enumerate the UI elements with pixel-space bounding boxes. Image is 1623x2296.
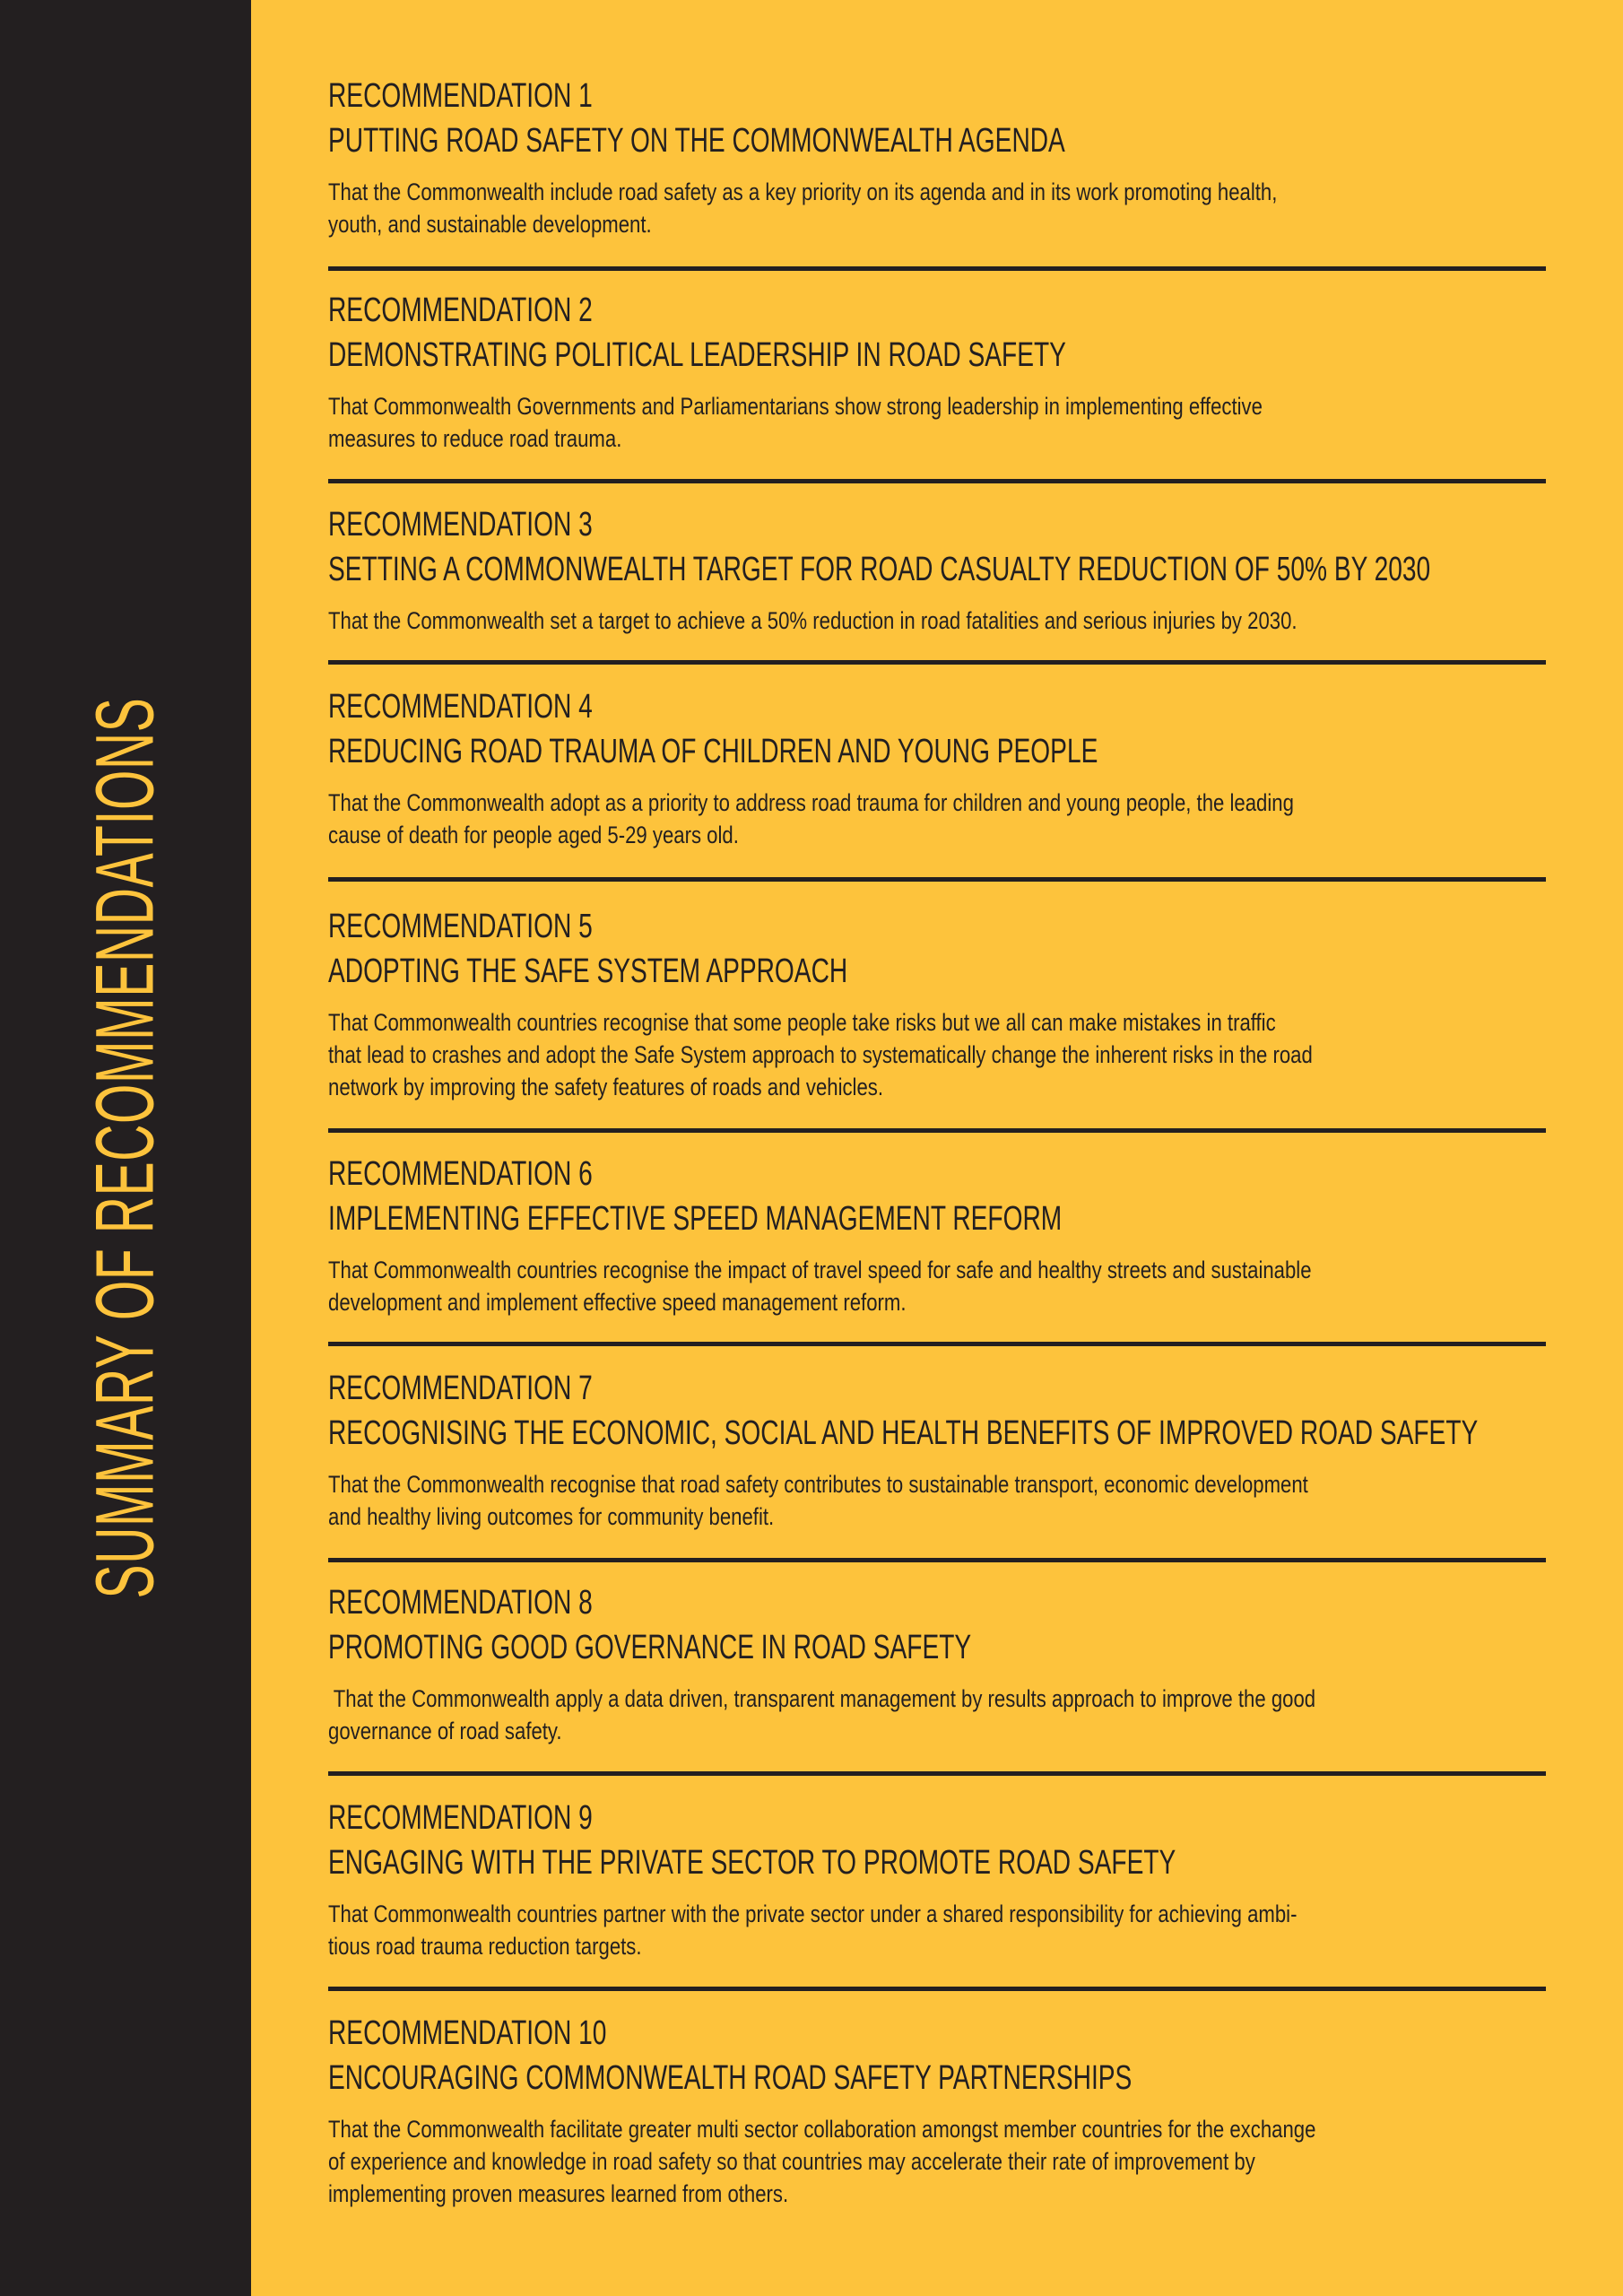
divider: [328, 1342, 1546, 1346]
recommendation-title: ADOPTING THE SAFE SYSTEM APPROACH: [328, 952, 848, 990]
recommendation-body: [328, 1254, 1546, 1318]
recommendation-body: [328, 390, 1546, 455]
divider: [328, 479, 1546, 483]
body-line: measures to reduce road trauma.: [328, 425, 622, 452]
recommendation-number: RECOMMENDATION 7: [328, 1370, 593, 1407]
body-line: That the Commonwealth include road safety as a key priority on its agenda and in its work promoting health,: [328, 178, 1278, 205]
recommendation-body: [328, 787, 1546, 851]
recommendation-body: [328, 1898, 1546, 1962]
body-line: That Commonwealth countries partner with the private sector under a shared responsibility for achieving ambi-: [328, 1900, 1298, 1927]
recommendation-body: [328, 1006, 1546, 1103]
body-line: implementing proven measures learned from others.: [328, 2180, 789, 2207]
recommendation-9: [328, 1796, 1546, 1962]
recommendation-title: PUTTING ROAD SAFETY ON THE COMMONWEALTH AGENDA: [328, 122, 1065, 160]
body-line: That Commonwealth countries recognise the impact of travel speed for safe and healthy streets and sustainable: [328, 1257, 1312, 1283]
body-line: tious road trauma reduction targets.: [328, 1933, 642, 1960]
body-line: That Commonwealth Governments and Parliamentarians show strong leadership in implementing effective: [328, 393, 1263, 420]
sidebar: [0, 0, 251, 2296]
recommendation-number: RECOMMENDATION 8: [328, 1584, 593, 1622]
body-line: and healthy living outcomes for community benefit.: [328, 1503, 775, 1530]
recommendation-title: PROMOTING GOOD GOVERNANCE IN ROAD SAFETY: [328, 1629, 972, 1666]
body-line: That the Commonwealth apply a data driven, transparent management by results approach to improve the good: [328, 1685, 1316, 1712]
recommendation-title: SETTING A COMMONWEALTH TARGET FOR ROAD CASUALTY REDUCTION OF 50% BY 2030: [328, 551, 1431, 588]
recommendation-body: [328, 2113, 1546, 2210]
body-line: That the Commonwealth adopt as a priority to address road trauma for children and young people, the leading: [328, 789, 1294, 816]
recommendation-number: RECOMMENDATION 9: [328, 1799, 593, 1837]
recommendation-8: [328, 1580, 1546, 1747]
recommendation-number: RECOMMENDATION 2: [328, 291, 593, 329]
recommendation-number: RECOMMENDATION 5: [328, 908, 593, 945]
recommendation-number: RECOMMENDATION 4: [328, 688, 593, 726]
recommendation-body: [328, 604, 1546, 637]
body-line: of experience and knowledge in road safety so that countries may accelerate their rate of improvement by: [328, 2148, 1255, 2175]
body-line: development and implement effective speed management reform.: [328, 1289, 907, 1316]
recommendation-title: ENCOURAGING COMMONWEALTH ROAD SAFETY PARTNERSHIPS: [328, 2059, 1133, 2097]
recommendation-2: [328, 288, 1546, 455]
recommendation-body: [328, 1468, 1546, 1533]
divider: [328, 660, 1546, 665]
recommendation-1: [328, 74, 1546, 240]
divider: [328, 266, 1546, 271]
divider: [328, 1771, 1546, 1776]
recommendation-6: [328, 1152, 1546, 1318]
recommendations-list: [328, 0, 1546, 2296]
divider: [328, 1128, 1546, 1133]
body-line: governance of road safety.: [328, 1718, 562, 1744]
body-line: cause of death for people aged 5-29 years old.: [328, 822, 739, 848]
body-line: That the Commonwealth facilitate greater multi sector collaboration amongst member countries for the exchange: [328, 2116, 1316, 2143]
recommendation-number: RECOMMENDATION 3: [328, 506, 593, 544]
recommendation-title: IMPLEMENTING EFFECTIVE SPEED MANAGEMENT REFORM: [328, 1200, 1063, 1238]
recommendation-body: [328, 1683, 1546, 1747]
body-line: That the Commonwealth recognise that road safety contributes to sustainable transport, economic development: [328, 1471, 1308, 1498]
recommendation-7: [328, 1366, 1546, 1533]
divider: [328, 1558, 1546, 1562]
recommendation-number: RECOMMENDATION 6: [328, 1155, 593, 1193]
body-line: That the Commonwealth set a target to achieve a 50% reduction in road fatalities and serious injuries by 2030.: [328, 607, 1298, 634]
recommendation-body: [328, 176, 1546, 240]
recommendation-title: DEMONSTRATING POLITICAL LEADERSHIP IN ROAD SAFETY: [328, 336, 1066, 374]
recommendation-3: [328, 502, 1546, 637]
body-line: network by improving the safety features of roads and vehicles.: [328, 1074, 884, 1100]
sidebar-title: [79, 422, 173, 1875]
recommendation-number: RECOMMENDATION 1: [328, 77, 593, 115]
recommendation-title: RECOGNISING THE ECONOMIC, SOCIAL AND HEALTH BENEFITS OF IMPROVED ROAD SAFETY: [328, 1414, 1479, 1452]
divider: [328, 877, 1546, 882]
recommendation-4: [328, 684, 1546, 851]
recommendation-10: [328, 2011, 1546, 2210]
recommendation-title: REDUCING ROAD TRAUMA OF CHILDREN AND YOUNG PEOPLE: [328, 733, 1098, 770]
body-line: youth, and sustainable development.: [328, 211, 652, 238]
recommendation-5: [328, 904, 1546, 1103]
divider: [328, 1987, 1546, 1991]
sidebar-title-text: SUMMARY OF RECOMMENDATIONS: [79, 697, 171, 1599]
recommendation-number: RECOMMENDATION 10: [328, 2014, 607, 2052]
recommendation-title: ENGAGING WITH THE PRIVATE SECTOR TO PROMOTE ROAD SAFETY: [328, 1844, 1176, 1882]
body-line: That Commonwealth countries recognise that some people take risks but we all can make mistakes in traffic: [328, 1009, 1276, 1036]
body-line: that lead to crashes and adopt the Safe System approach to systematically change the inherent risks in the road: [328, 1041, 1313, 1068]
